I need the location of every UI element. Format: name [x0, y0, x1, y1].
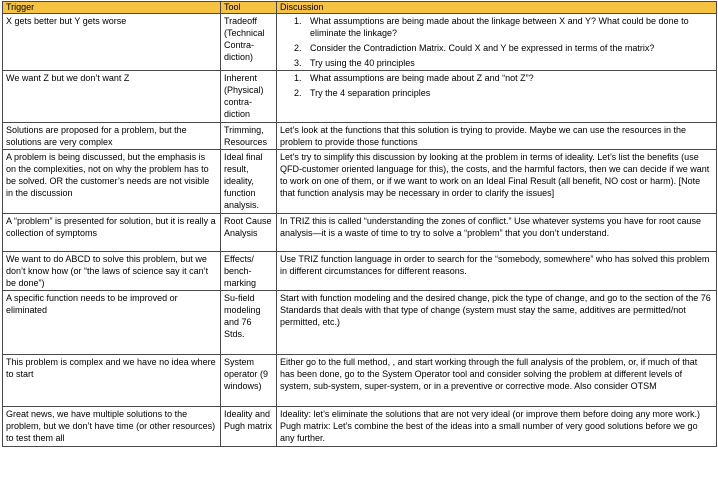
table-row: [3, 14, 717, 71]
trigger-cell: Solutions are proposed for a problem, but the solutions are very complex: [3, 123, 221, 150]
discussion-list: [280, 72, 713, 99]
discussion-cell: Let’s try to simplify this discussion by looking at the problem in terms of ideality. Let’s list the benefits (use QFD-customer oriented language for this), the costs, and the harmful factors, then we can decide if we want to work on one of them, or if we want to work on an Ideal Final Result (all benefit, NO cost or harm). [Note that function analysis may be necessary in order to clarify the issues]: [277, 150, 717, 214]
header-discussion: Discussion: [277, 2, 717, 14]
tool-cell: Tradeoff (Technical Contra-diction): [221, 14, 277, 71]
discussion-cell: Ideality: let’s eliminate the solutions that are not very ideal (or improve them before doing any more work.) Pugh matrix: Let’s combine the best of the ideas into a small number of very good solutions before we go any further.: [277, 407, 717, 447]
table-row: [3, 123, 717, 150]
list-item: 2. Consider the Contradiction Matrix. Could X and Y be expressed in terms of the matrix?: [304, 42, 713, 54]
table-row: [3, 407, 717, 447]
discussion-cell: Either go to the full method, , and start working through the full analysis of the problem, or, if much of that has been done, go to the System Operator tool and consider solving the problem at different levels of system, sub-system, super-system, or in a preventive or corrective mode. Also consider OTSM: [277, 355, 717, 407]
tool-cell: Su-field modeling and 76 Stds.: [221, 291, 277, 355]
header-row: [3, 2, 717, 14]
discussion-cell: In TRIZ this is called “understanding the zones of conflict.” Use whatever systems you have for root cause analysis—it is a waste of time to try to solve a “problem” that you don’t understand.: [277, 214, 717, 252]
tool-cell: Effects/ bench-marking: [221, 252, 277, 291]
trigger-cell: A problem is being discussed, but the emphasis is on the complexities, not on why the problem has to be solved. OR the customer’s needs are not visible in the discussion: [3, 150, 221, 214]
discussion-cell: [277, 14, 717, 71]
discussion-cell: Use TRIZ function language in order to search for the “somebody, somewhere” who has solved this problem in different circumstances for different reasons.: [277, 252, 717, 291]
discussion-cell: Let’s look at the functions that this solution is trying to provide. Maybe we can use the resources in the problem to provide those functions: [277, 123, 717, 150]
list-item: 1. What assumptions are being made about Z and “not Z”?: [304, 72, 713, 84]
tool-cell: Inherent (Physical) contra-diction: [221, 71, 277, 123]
trigger-cell: Great news, we have multiple solutions to the problem, but we don’t have time (or other resources) to test them all: [3, 407, 221, 447]
trigger-cell: X gets better but Y gets worse: [3, 14, 221, 71]
header-trigger: Trigger: [3, 2, 221, 14]
table-row: [3, 214, 717, 252]
trigger-cell: We want Z but we don’t want Z: [3, 71, 221, 123]
table-row: [3, 252, 717, 291]
table-header: [3, 2, 717, 14]
table-row: [3, 355, 717, 407]
table-row: [3, 291, 717, 355]
triz-tools-table: [2, 1, 717, 447]
tool-cell: System operator (9 windows): [221, 355, 277, 407]
discussion-cell: [277, 71, 717, 123]
tool-cell: Trimming, Resources: [221, 123, 277, 150]
trigger-cell: This problem is complex and we have no idea where to start: [3, 355, 221, 407]
trigger-cell: A “problem” is presented for solution, but it is really a collection of symptoms: [3, 214, 221, 252]
discussion-cell: Start with function modeling and the desired change, pick the type of change, and go to the section of the 76 Standards that deals with that type of change (system must stay the same, additives are permitted/not permitted, etc.): [277, 291, 717, 355]
table-row: [3, 150, 717, 214]
table-body: [3, 14, 717, 447]
header-tool: Tool: [221, 2, 277, 14]
discussion-list: [280, 15, 713, 69]
list-item: 2. Try the 4 separation principles: [304, 87, 713, 99]
tool-cell: Root Cause Analysis: [221, 214, 277, 252]
list-item: 1. What assumptions are being made about the linkage between X and Y? What could be done to eliminate the linkage?: [304, 15, 713, 39]
list-item: 3. Try using the 40 principles: [304, 57, 713, 69]
tool-cell: Ideality and Pugh matrix: [221, 407, 277, 447]
table-row: [3, 71, 717, 123]
tool-cell: Ideal final result, ideality, function analysis.: [221, 150, 277, 214]
trigger-cell: We want to do ABCD to solve this problem, but we don’t know how (or “the laws of science say it can’t be done”): [3, 252, 221, 291]
trigger-cell: A specific function needs to be improved or eliminated: [3, 291, 221, 355]
